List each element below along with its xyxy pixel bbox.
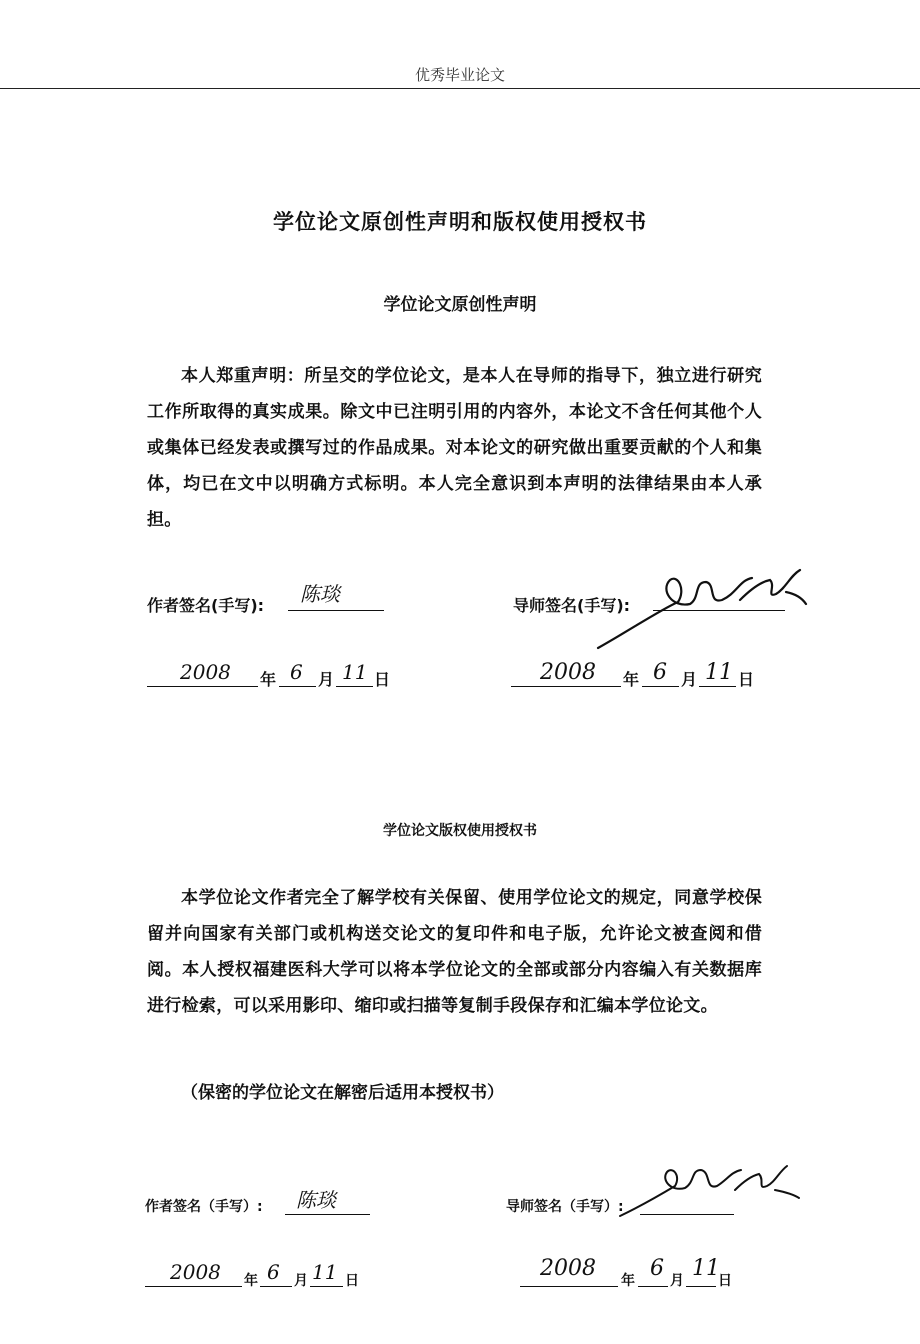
advisor-year-line	[511, 686, 621, 687]
advisor-month: 6	[653, 660, 667, 685]
author-signature-2: 陈琰	[296, 1188, 336, 1212]
author-month-2: 6	[267, 1260, 280, 1284]
advisor-day-2: 11	[692, 1256, 720, 1281]
author-month-line-2	[260, 1286, 292, 1287]
author-day-2: 11	[312, 1260, 338, 1284]
day-unit: 日	[374, 670, 391, 689]
month-unit: 月	[670, 1273, 684, 1289]
author-year: 2008	[180, 660, 231, 684]
author-day-line-2	[310, 1286, 343, 1287]
author-signature: 陈琰	[300, 582, 340, 606]
page-header: 优秀毕业论文	[414, 66, 505, 84]
day-unit: 日	[345, 1273, 359, 1289]
advisor-day-line	[699, 686, 736, 687]
author-day: 11	[342, 660, 368, 684]
authorization-heading: 学位论文版权使用授权书	[383, 823, 537, 839]
author-year-line	[147, 686, 258, 687]
month-unit: 月	[681, 670, 698, 689]
year-unit: 年	[244, 1273, 258, 1289]
advisor-month-2: 6	[650, 1256, 664, 1281]
year-unit: 年	[623, 670, 640, 689]
author-year-2: 2008	[170, 1260, 221, 1284]
confidentiality-note: （保密的学位论文在解密后适用本授权书）	[181, 1083, 504, 1103]
advisor-month-line	[642, 686, 679, 687]
day-unit: 日	[718, 1273, 732, 1289]
author-signature-line-2	[285, 1214, 370, 1215]
advisor-day-line-2	[686, 1286, 716, 1287]
year-unit: 年	[621, 1273, 635, 1289]
declaration-heading: 学位论文原创性声明	[383, 295, 537, 315]
author-signature-label: 作者签名(手写):	[147, 596, 265, 615]
header-rule	[0, 88, 920, 89]
advisor-year-line-2	[520, 1286, 618, 1287]
author-signature-line	[288, 610, 384, 611]
authorization-body: 本学位论文作者完全了解学校有关保留、使用学位论文的规定，同意学校保留并向国家有关部门或机构送交论文的复印件和电子版，允许论文被查阅和借阅。本人授权福建医科大学可以将本学位论文的全部或部分内容编入有关数据库进行检索，可以采用影印、缩印或扫描等复制手段保存和汇编本学位论文。	[147, 888, 762, 1016]
advisor-day: 11	[705, 660, 733, 685]
declaration-body: 本人郑重声明：所呈交的学位论文，是本人在导师的指导下，独立进行研究工作所取得的真实成果。除文中已注明引用的内容外，本论文不含任何其他个人或集体已经发表或撰写过的作品成果。对本论文的研究做出重要贡献的个人和集体，均已在文中以明确方式标明。本人完全意识到本声明的法律结果由本人承担。	[147, 366, 762, 530]
author-month: 6	[290, 660, 303, 684]
month-unit: 月	[294, 1273, 308, 1289]
advisor-signature-label-2: 导师签名（手写）:	[506, 1199, 624, 1215]
author-year-line-2	[145, 1286, 242, 1287]
advisor-year-2: 2008	[540, 1256, 596, 1281]
advisor-signature-graphic	[590, 560, 820, 650]
month-unit: 月	[318, 670, 335, 689]
author-month-line	[279, 686, 316, 687]
year-unit: 年	[260, 670, 277, 689]
author-day-line	[336, 686, 373, 687]
advisor-month-line-2	[638, 1286, 668, 1287]
advisor-signature-graphic-2	[615, 1160, 815, 1220]
advisor-year: 2008	[540, 660, 596, 685]
advisor-signature-label: 导师签名(手写):	[513, 596, 631, 615]
day-unit: 日	[738, 670, 755, 689]
document-title: 学位论文原创性声明和版权使用授权书	[273, 210, 647, 234]
author-signature-label-2: 作者签名（手写）:	[145, 1199, 263, 1215]
